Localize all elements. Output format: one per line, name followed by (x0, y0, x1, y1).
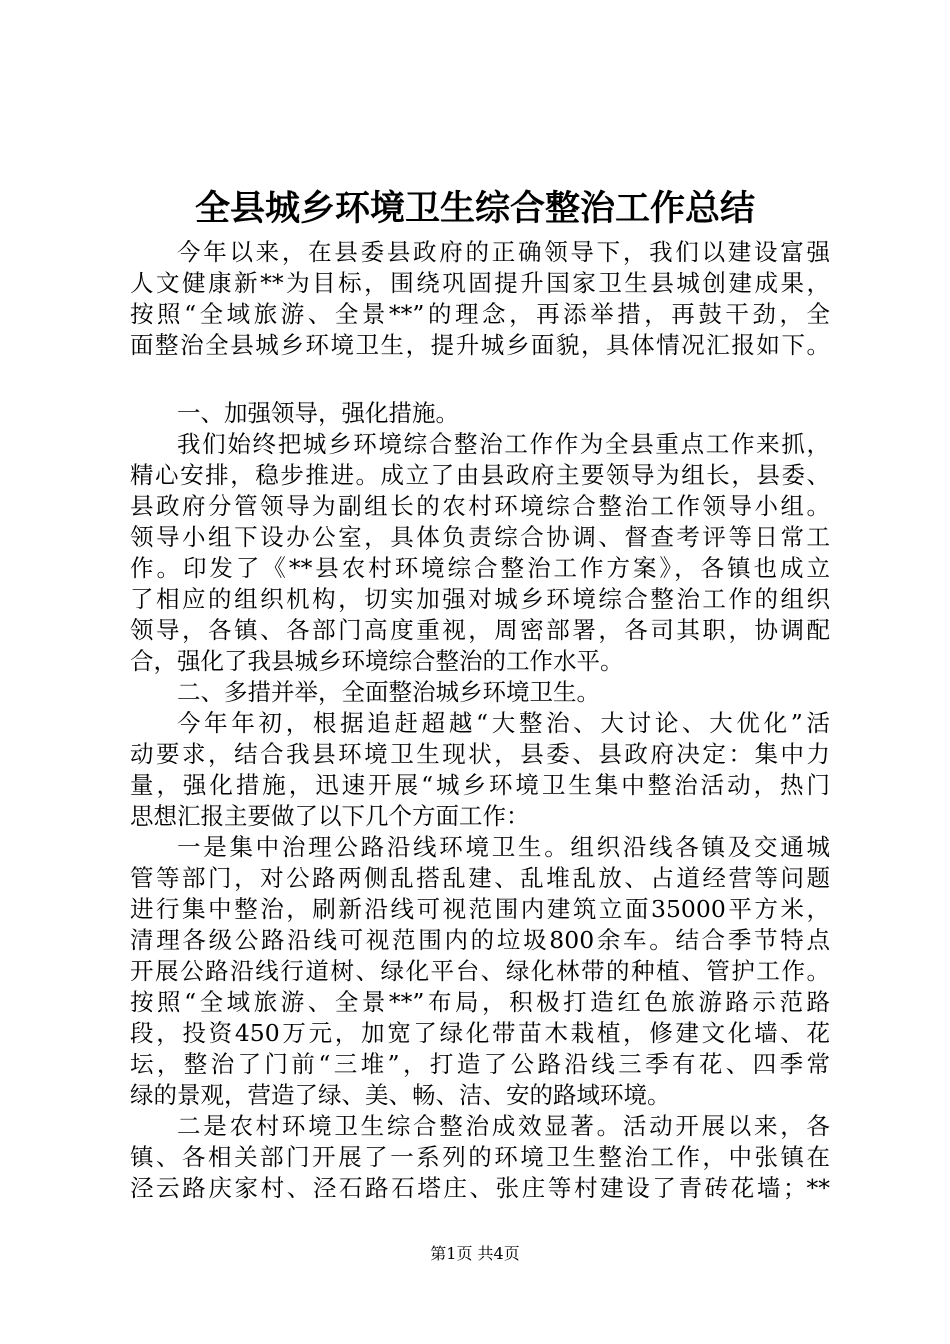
paragraph-line: 泾云路庆家村、泾石路石塔庄、张庄等村建设了青砖花墙；** (130, 1174, 830, 1202)
paragraph-line: 镇、各相关部门开展了一系列的环境卫生整治工作，中张镇在 (130, 1143, 830, 1171)
paragraph-line: 开展公路沿线行道树、绿化平台、绿化林带的种植、管护工作。 (130, 957, 830, 985)
paragraph-line: 县政府分管领导为副组长的农村环境综合整治工作领导小组。 (130, 492, 830, 520)
paragraph-line: 段，投资450万元，加宽了绿化带苗木栽植，修建文化墙、花 (130, 1019, 830, 1047)
paragraph-line: 了相应的组织机构，切实加强对城乡环境综合整治工作的组织 (130, 585, 830, 613)
paragraph-line: 二是农村环境卫生综合整治成效显著。活动开展以来，各 (177, 1112, 830, 1140)
paragraph-line: 量，强化措施，迅速开展“城乡环境卫生集中整治活动，热门 (130, 771, 830, 799)
paragraph-line: 今年以来，在县委县政府的正确领导下，我们以建设富强 (177, 238, 830, 266)
paragraph-line: 精心安排，稳步推进。成立了由县政府主要领导为组长，县委、 (130, 461, 830, 489)
paragraph-line: 动要求，结合我县环境卫生现状，县委、县政府决定：集中力 (130, 740, 830, 768)
paragraph-line: 一是集中治理公路沿线环境卫生。组织沿线各镇及交通城 (177, 833, 830, 861)
paragraph-line: 清理各级公路沿线可视范围内的垃圾800余车。结合季节特点 (130, 926, 830, 954)
paragraph-line: 管等部门，对公路两侧乱搭乱建、乱堆乱放、占道经营等问题 (130, 864, 830, 892)
paragraph-line: 思想汇报主要做了以下几个方面工作： (130, 802, 530, 830)
paragraph-line: 坛，整治了门前“三堆”，打造了公路沿线三季有花、四季常 (130, 1050, 830, 1078)
paragraph-line: 作。印发了《**县农村环境综合整治工作方案》，各镇也成立 (130, 554, 830, 582)
paragraph-line: 进行集中整治，刷新沿线可视范围内建筑立面35000平方米， (130, 895, 830, 923)
page-number-footer: 第1页 共4页 (430, 1244, 520, 1263)
paragraph-line: 我们始终把城乡环境综合整治工作作为全县重点工作来抓， (177, 430, 830, 458)
section-heading: 二、多措并举，全面整治城乡环境卫生。 (177, 678, 600, 706)
paragraph-line: 今年年初，根据追赶超越“大整治、大讨论、大优化”活 (177, 709, 830, 737)
paragraph-line: 面整治全县城乡环境卫生，提升城乡面貌，具体情况汇报如下。 (130, 331, 830, 359)
paragraph-line: 按照“全域旅游、全景**”的理念，再添举措，再鼓干劲，全 (130, 300, 830, 328)
paragraph-line: 绿的景观，营造了绿、美、畅、洁、安的路域环境。 (130, 1081, 671, 1109)
document-title: 全县城乡环境卫生综合整治工作总结 (194, 188, 755, 229)
paragraph-line: 人文健康新**为目标，围绕巩固提升国家卫生县城创建成果， (130, 269, 830, 297)
paragraph-line: 合，强化了我县城乡环境综合整治的工作水平。 (130, 647, 624, 675)
section-heading: 一、加强领导，强化措施。 (177, 399, 459, 427)
paragraph-line: 领导，各镇、各部门高度重视，周密部署，各司其职，协调配 (130, 616, 830, 644)
paragraph-line: 领导小组下设办公室，具体负责综合协调、督查考评等日常工 (130, 523, 830, 551)
paragraph-line: 按照“全域旅游、全景**”布局，积极打造红色旅游路示范路 (130, 988, 830, 1016)
document-body (130, 237, 830, 1204)
paragraph-gap (130, 361, 830, 398)
